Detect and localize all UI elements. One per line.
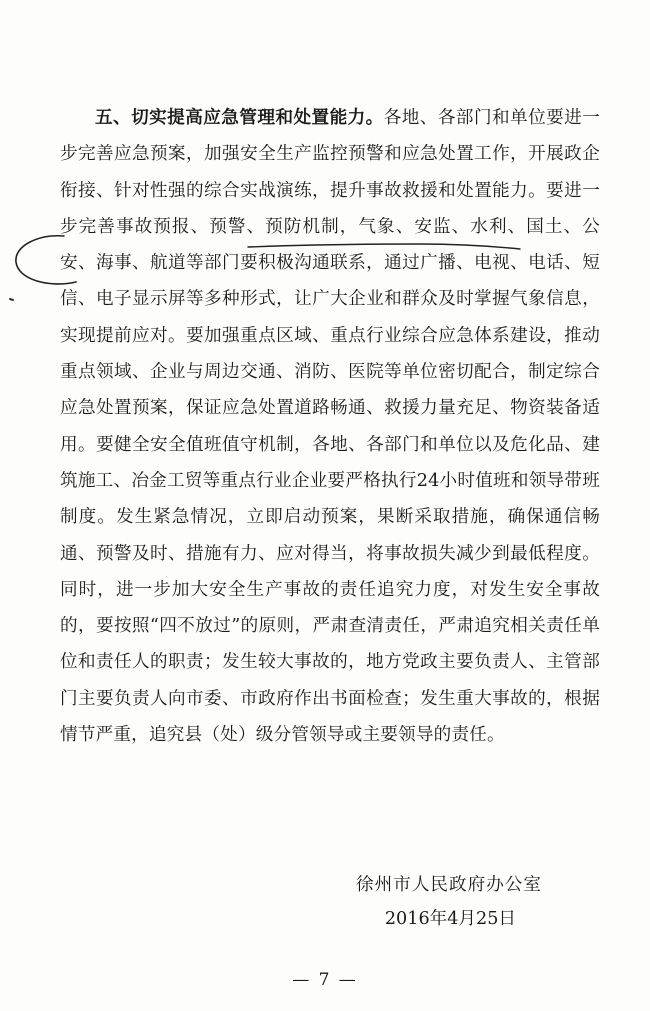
issuing-organization: 徐州市人民政府办公室 xyxy=(356,875,542,895)
body-text: 各地、各部门和单位要进一步完善应急预案，加强安全生产监控预警和应急处置工作，开展政企衔接、针对性强的综合实战演练，提升事故救援和处置能力。要进一步完善事故预报、预警、预防机制，气象、安监、水利、国土、公安、海事、航道等部门要积极沟通联系，通过广播、电视、电话、短信、电子显示屏等多种形式，让广大企业和群众及时掌握气象信息，实现提前应对。要加强重点区域、重点行业综合应急体系建设，推动重点领域、企业与周边交通、消防、医院等单位密切配合，制定综合应急处置预案，保证应急处置道路畅通、救援力量充足、物资装备适用。要健全安全值班值守机制，各地、各部门和单位以及危化品、建筑施工、冶金工贸等重点行业企业要严格执行24小时值班和领导带班制度。发生紧急情况，立即启动预案，果断采取措施，确保通信畅通、预警及时、措施有力、应对得当，将事故损失减少到最低程度。同时，进一步加大安全生产事故的责任追究力度，对发生安全事故的，要按照“四不放过”的原则，严肃查清责任，严肃追究相关责任单位和责任人的职责；发生较大事故的，地方党政主要负责人、主管部门主要负责人向市委、市政府作出书面检查；发生重大事故的，根据情节严重，追究县（处）级分管领导或主要领导的责任。 xyxy=(60,108,601,746)
signature-block xyxy=(356,868,542,936)
body-paragraph xyxy=(60,100,600,753)
margin-dot-mark xyxy=(10,299,13,300)
section-heading: 五、切实提高应急管理和处置能力。 xyxy=(95,107,384,128)
page-number: — 7 — xyxy=(292,970,358,990)
issue-date: 2016年4月25日 xyxy=(384,909,516,929)
